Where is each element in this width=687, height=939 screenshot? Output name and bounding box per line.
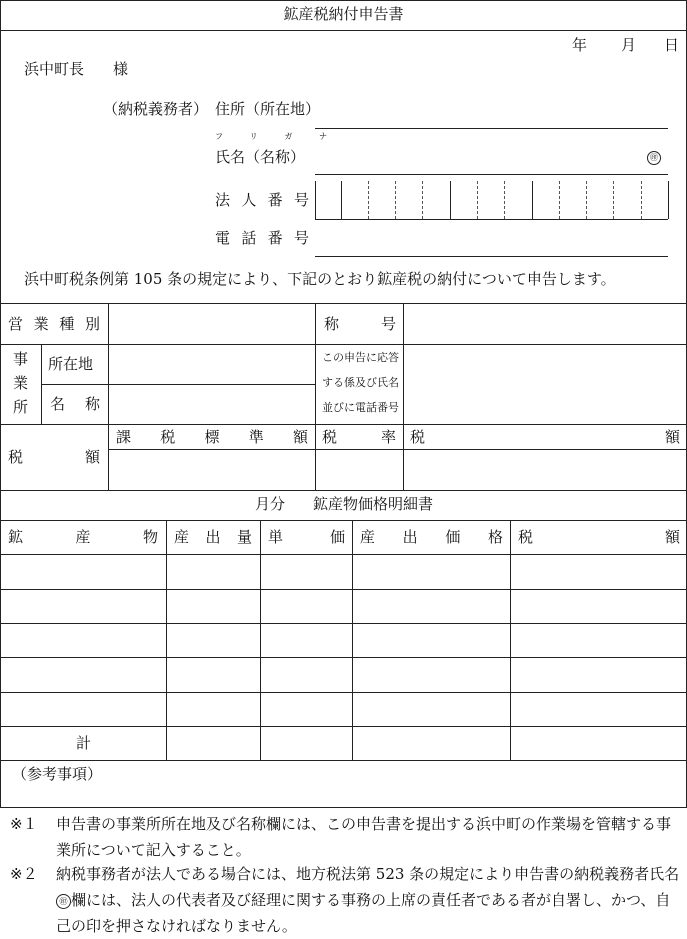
office-location-label: 所在地: [48, 355, 94, 373]
note-seal-mark: ㊞: [56, 894, 71, 909]
col-header-quantity: 産 出 量: [174, 528, 252, 546]
addressee-name: 浜中町長: [24, 60, 85, 78]
addressee-honorific: 様: [113, 60, 129, 78]
office-label-2: 業: [13, 374, 29, 392]
date-day-label: 日: [664, 36, 680, 54]
note-2-text: 納税事務者が法人である場合には、地方税法第 523 条の規定により申告書の納税義務者氏名㊞ 欄には、法人の代表者及び経理に関する事務の上席の責任者である者が自署し、かつ、自己の印を押さなければなりません。: [56, 865, 680, 935]
detail-title-month: 月分: [255, 495, 286, 513]
contact-label-line2: する係及び氏名: [322, 376, 399, 389]
seal-mark: ㊞: [647, 151, 661, 165]
corp-number-label: 法 人 番 号: [215, 191, 309, 209]
office-name-label: 名 称: [50, 395, 100, 413]
business-name-label: 称 号: [324, 315, 396, 333]
furigana-label: フ リ ガ ナ: [215, 132, 327, 141]
tax-base-label: 課 税 標 準 額: [116, 428, 308, 446]
date-month-label: 月: [621, 36, 637, 54]
col-header-tax-amount: 税 額: [518, 528, 680, 546]
total-label: 計: [76, 734, 92, 752]
col-header-unit-price: 単 価: [268, 528, 345, 546]
declaration-text: 浜中町税条例第 105 条の規定により、下記のとおり鉱産税の納付について申告します。: [24, 270, 616, 288]
office-label-3: 所: [13, 398, 29, 416]
contact-label-line1: この申告に応答: [322, 351, 399, 364]
office-label-1: 事: [13, 350, 29, 368]
phone-label: 電 話 番 号: [215, 229, 309, 247]
note-2: [10, 861, 680, 939]
tax-label: 税 額: [8, 448, 100, 466]
taxpayer-label: （納税義務者）: [103, 100, 209, 118]
col-header-output-value: 産 出 価 格: [360, 528, 503, 546]
form-title: 鉱産税納付申告書: [283, 5, 404, 23]
business-type-label: 営 業 種 別: [8, 315, 100, 333]
tax-amount-label: 税 額: [410, 428, 680, 446]
note-1: [10, 811, 680, 863]
note-1-text: 申告書の事業所所在地及び名称欄には、この申告書を提出する浜中町の作業場を管轄する事業所について記入すること。: [56, 815, 672, 859]
contact-label-line3: 並びに電話番号: [322, 401, 399, 414]
name-label: 氏名（名称）: [215, 148, 306, 166]
date-year-label: 年: [572, 36, 588, 54]
remarks-label: （参考事項）: [12, 765, 103, 783]
note-1-mark: ※１: [10, 815, 38, 833]
col-header-mineral: 鉱 産 物: [8, 528, 158, 546]
note-2-mark: ※２: [10, 865, 38, 883]
detail-title: 鉱産物価格明細書: [313, 495, 434, 513]
address-label: 住所（所在地）: [215, 100, 321, 118]
tax-rate-label: 税 率: [322, 428, 396, 446]
